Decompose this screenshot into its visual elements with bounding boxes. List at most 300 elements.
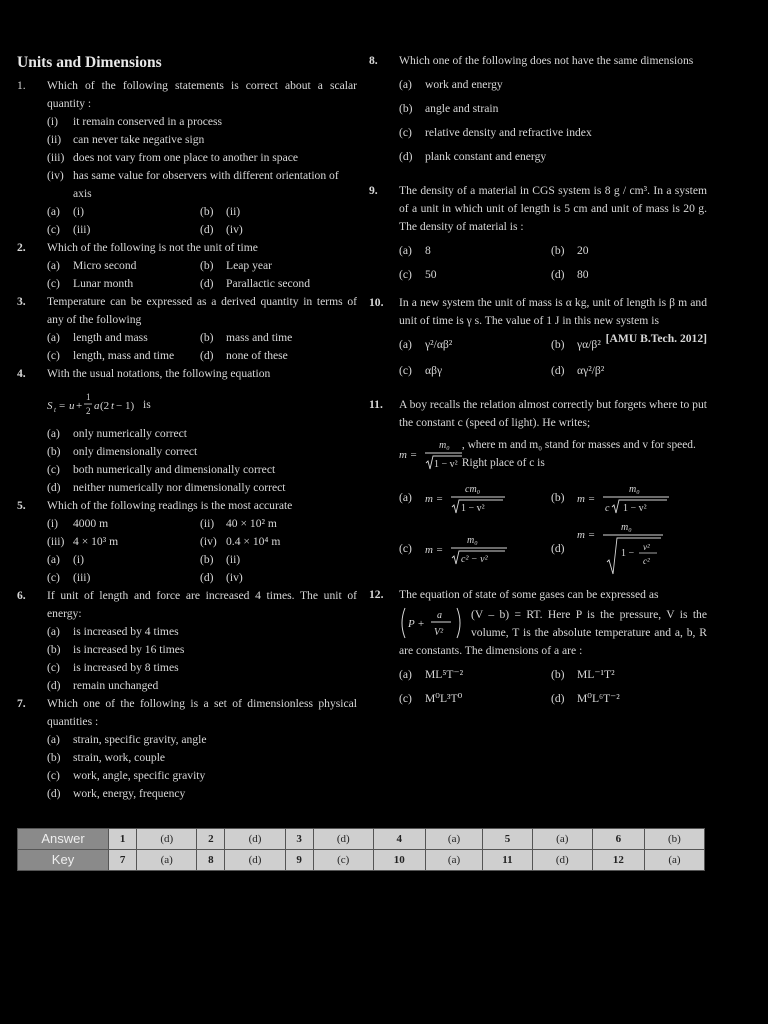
option-cell bbox=[47, 203, 200, 221]
option-label: (c) bbox=[399, 268, 412, 281]
option-cell bbox=[551, 336, 601, 354]
svg-text:m =: m = bbox=[425, 544, 444, 556]
option-text: γ²/αβ² bbox=[425, 338, 453, 351]
option-row bbox=[399, 522, 707, 576]
option-cell bbox=[551, 266, 589, 284]
option-text: work, angle, specific gravity bbox=[73, 769, 206, 782]
question-2 bbox=[17, 239, 357, 293]
option-label: (b) bbox=[47, 751, 61, 764]
question-text: Which of the following is not the unit of time bbox=[47, 241, 258, 254]
answer-key-label: Key bbox=[18, 850, 109, 871]
answer-key-question-number: 1 bbox=[109, 829, 137, 850]
option-text: M⁰L⁶T⁻² bbox=[577, 692, 620, 705]
option-text: plank constant and energy bbox=[425, 150, 547, 163]
svg-text:m₀: m₀ bbox=[439, 440, 450, 451]
option-label: (c) bbox=[47, 223, 60, 236]
option-item bbox=[47, 659, 357, 677]
option-text: none of these bbox=[226, 349, 288, 362]
question-number: 8. bbox=[369, 54, 378, 67]
question-text: The density of a material in CGS system is 8 g / cm³. In a system of a unit in which unit of length is 5 cm and unit of mass is 20 g. The density of material is : bbox=[399, 184, 707, 233]
option-text: 8 bbox=[425, 244, 431, 257]
option-row bbox=[47, 533, 357, 551]
option-label: (b) bbox=[551, 668, 565, 681]
question-6 bbox=[17, 587, 357, 695]
question-number: 12. bbox=[369, 588, 384, 601]
option-item bbox=[47, 731, 357, 749]
question-12 bbox=[369, 586, 707, 708]
option-text: (ii) bbox=[226, 553, 241, 566]
answer-key-label: Answer bbox=[18, 829, 109, 850]
answer-key-row bbox=[18, 850, 705, 871]
equation-line bbox=[47, 389, 357, 421]
option-text: 4000 m bbox=[73, 517, 109, 530]
option-text: it remain conserved in a process bbox=[73, 115, 223, 128]
option-label: (d) bbox=[200, 349, 214, 362]
svg-text:(2: (2 bbox=[100, 400, 110, 412]
option-label: (b) bbox=[200, 205, 214, 218]
option-b-formula bbox=[577, 480, 697, 516]
option-label: (i) bbox=[47, 517, 58, 530]
option-label: (d) bbox=[200, 571, 214, 584]
option-text: (i) bbox=[73, 205, 84, 218]
svg-text:v²: v² bbox=[643, 542, 650, 552]
svg-text:m =: m = bbox=[577, 529, 596, 541]
option-label: (d) bbox=[200, 277, 214, 290]
option-label: (ii) bbox=[200, 517, 215, 530]
option-text: is increased by 4 times bbox=[73, 625, 179, 638]
option-grid bbox=[399, 242, 707, 284]
exam-source-tag: [AMU B.Tech. 2012] bbox=[605, 332, 707, 345]
option-row bbox=[47, 221, 357, 239]
option-label: (ii) bbox=[47, 133, 62, 146]
option-cell bbox=[551, 362, 604, 380]
question-body: In a new system the unit of mass is α kg, unit of length is β m and unit of time is γ s. The value of 1 J in this new system is bbox=[399, 296, 707, 327]
answer-key-question-number: 3 bbox=[285, 829, 313, 850]
option-cell bbox=[47, 533, 200, 551]
answer-key-question-number: 12 bbox=[592, 850, 644, 871]
option-label: (b) bbox=[551, 338, 565, 351]
answer-key-question-number: 2 bbox=[197, 829, 225, 850]
option-row bbox=[47, 275, 357, 293]
option-list bbox=[399, 76, 707, 166]
question-text: Temperature can be expressed as a derived quantity in terms of any of the following bbox=[47, 295, 357, 326]
question-number: 1. bbox=[17, 79, 26, 92]
option-cell bbox=[200, 257, 272, 275]
answer-key-row bbox=[18, 829, 705, 850]
option-cell bbox=[200, 275, 310, 293]
option-label: (c) bbox=[399, 126, 412, 139]
option-cell bbox=[47, 329, 200, 347]
equation-s-t bbox=[47, 389, 139, 421]
option-item bbox=[47, 479, 357, 497]
option-text: is increased by 16 times bbox=[73, 643, 185, 656]
question-number: 9. bbox=[369, 184, 378, 197]
option-row bbox=[47, 551, 357, 569]
svg-text:1 − v²: 1 − v² bbox=[623, 503, 647, 514]
svg-text:V²: V² bbox=[434, 627, 444, 638]
option-text: 0.4 × 10⁴ m bbox=[226, 535, 281, 548]
option-cell bbox=[47, 551, 200, 569]
question-9 bbox=[369, 182, 707, 284]
statement-list bbox=[47, 113, 357, 203]
svg-text:c²: c² bbox=[643, 556, 650, 566]
option-grid bbox=[47, 329, 357, 365]
option-cell bbox=[47, 515, 200, 533]
option-label: (a) bbox=[399, 78, 412, 91]
option-row bbox=[399, 666, 707, 684]
option-label: (iv) bbox=[47, 169, 64, 182]
option-text: (ii) bbox=[226, 205, 241, 218]
question-text: Which of the following statements is correct about a scalar quantity : bbox=[47, 79, 357, 110]
option-text: does not vary from one place to another in space bbox=[73, 151, 299, 164]
svg-text:a: a bbox=[437, 610, 442, 621]
option-cell bbox=[200, 551, 240, 569]
option-row bbox=[399, 266, 707, 284]
option-text: 4 × 10³ m bbox=[73, 535, 119, 548]
option-text: 20 bbox=[577, 244, 589, 257]
option-text: strain, work, couple bbox=[73, 751, 166, 764]
option-text: (iv) bbox=[226, 223, 243, 236]
option-row bbox=[47, 257, 357, 275]
option-text: work and energy bbox=[425, 78, 503, 91]
question-text: With the usual notations, the following equation bbox=[47, 367, 271, 380]
answer-key-answer: (a) bbox=[425, 829, 482, 850]
option-text: γα/β² bbox=[577, 338, 601, 351]
option-label: (c) bbox=[47, 349, 60, 362]
option-text: angle and strain bbox=[425, 102, 499, 115]
option-text: has same value for observers with different orientation of axis bbox=[73, 169, 339, 200]
equation-m-eq-m0-over-sqrt bbox=[399, 436, 462, 472]
question-number: 4. bbox=[17, 367, 26, 380]
option-label: (iii) bbox=[47, 535, 65, 548]
question-number: 7. bbox=[17, 697, 26, 710]
option-item bbox=[399, 76, 707, 94]
answer-key-answer: (a) bbox=[644, 850, 704, 871]
option-cell bbox=[399, 336, 551, 354]
option-label: (a) bbox=[47, 331, 60, 344]
option-item bbox=[47, 443, 357, 461]
option-cell bbox=[399, 266, 551, 284]
option-text: M⁰L³T⁰ bbox=[425, 692, 463, 705]
answer-key-question-number: 7 bbox=[109, 850, 137, 871]
option-label: (c) bbox=[399, 364, 412, 377]
svg-text:1 − v²: 1 − v² bbox=[461, 503, 485, 514]
question-body: (V – b) = RT. Here P is the pressure, V is the volume, T is the absolute temperature and a, b, R are constants. The dimensions of a are : bbox=[399, 608, 707, 657]
option-text: Micro second bbox=[73, 259, 137, 272]
option-text: is increased by 8 times bbox=[73, 661, 179, 674]
option-cell bbox=[47, 221, 200, 239]
option-c-formula bbox=[425, 531, 525, 567]
option-row bbox=[399, 242, 707, 260]
option-text: work, energy, frequency bbox=[73, 787, 186, 800]
svg-text:m =: m = bbox=[425, 493, 444, 505]
option-label: (d) bbox=[551, 268, 565, 281]
option-label: (a) bbox=[47, 259, 60, 272]
svg-text:P +: P + bbox=[408, 618, 425, 630]
option-cell bbox=[200, 569, 243, 587]
option-item bbox=[47, 767, 357, 785]
option-label: (b) bbox=[47, 445, 61, 458]
question-number: 5. bbox=[17, 499, 26, 512]
option-text: length, mass and time bbox=[73, 349, 175, 362]
svg-text:m₀: m₀ bbox=[629, 484, 640, 495]
option-text: only numerically correct bbox=[73, 427, 187, 440]
option-text: strain, specific gravity, angle bbox=[73, 733, 207, 746]
option-label: (b) bbox=[200, 259, 214, 272]
option-text: relative density and refractive index bbox=[425, 126, 592, 139]
question-8 bbox=[369, 52, 707, 166]
question-text: The equation of state of some gases can be expressed as bbox=[399, 588, 659, 601]
left-column bbox=[17, 52, 357, 803]
option-label: (a) bbox=[47, 427, 60, 440]
option-label: (d) bbox=[47, 787, 61, 800]
option-cell bbox=[399, 362, 551, 380]
svg-text:t: t bbox=[111, 400, 115, 412]
option-list bbox=[47, 425, 357, 497]
option-cell bbox=[399, 242, 551, 260]
option-cell bbox=[399, 666, 551, 684]
answer-key-answer: (d) bbox=[137, 829, 197, 850]
option-item bbox=[47, 749, 357, 767]
option-label: (b) bbox=[399, 102, 413, 115]
option-item bbox=[47, 461, 357, 479]
option-text: Lunar month bbox=[73, 277, 134, 290]
question-4 bbox=[17, 365, 357, 497]
question-7 bbox=[17, 695, 357, 803]
option-label: (c) bbox=[47, 277, 60, 290]
answer-key-answer: (d) bbox=[225, 850, 285, 871]
option-text: can never take negative sign bbox=[73, 133, 205, 146]
option-row bbox=[399, 480, 707, 516]
option-cell bbox=[200, 533, 280, 551]
option-row bbox=[399, 690, 707, 708]
option-item bbox=[47, 167, 357, 203]
option-text: 80 bbox=[577, 268, 589, 281]
question-5 bbox=[17, 497, 357, 587]
option-grid bbox=[47, 257, 357, 293]
question-text: A boy recalls the relation almost correctly but forgets where to put the constant c (speed of light). He writes; bbox=[399, 398, 707, 429]
right-column bbox=[369, 52, 707, 708]
option-row bbox=[47, 347, 357, 365]
answer-key-question-number: 5 bbox=[483, 829, 533, 850]
answer-key-question-number: 8 bbox=[197, 850, 225, 871]
svg-text:c: c bbox=[605, 503, 610, 514]
option-cell bbox=[551, 690, 620, 708]
question-number: 10. bbox=[369, 296, 384, 309]
option-label: (b) bbox=[551, 244, 565, 257]
option-label: (d) bbox=[47, 679, 61, 692]
question-text: Which one of the following does not have the same dimensions bbox=[399, 54, 694, 67]
option-label: (iv) bbox=[200, 535, 217, 548]
option-item bbox=[47, 677, 357, 695]
question-11 bbox=[369, 396, 707, 576]
answer-key-question-number: 10 bbox=[373, 850, 425, 871]
option-row bbox=[47, 569, 357, 587]
svg-text:m₀: m₀ bbox=[467, 535, 478, 546]
svg-text:m₀: m₀ bbox=[621, 522, 632, 533]
option-text: αβγ bbox=[425, 364, 443, 377]
page-title: Units and Dimensions bbox=[17, 54, 162, 71]
option-text: (iv) bbox=[226, 571, 243, 584]
svg-text:cm₀: cm₀ bbox=[465, 484, 481, 495]
option-text: αγ²/β² bbox=[577, 364, 605, 377]
answer-key-answer: (a) bbox=[425, 850, 482, 871]
option-item bbox=[47, 623, 357, 641]
option-label: (d) bbox=[551, 364, 565, 377]
option-label: (i) bbox=[47, 115, 58, 128]
svg-text:1 − v²: 1 − v² bbox=[434, 459, 458, 470]
option-label: (b) bbox=[200, 553, 214, 566]
option-item bbox=[47, 641, 357, 659]
option-row bbox=[47, 515, 357, 533]
option-text: 40 × 10² m bbox=[226, 517, 277, 530]
option-text: ML⁻¹T² bbox=[577, 668, 615, 681]
answer-key-question-number: 6 bbox=[592, 829, 644, 850]
answer-key-answer: (d) bbox=[532, 850, 592, 871]
option-label: (c) bbox=[47, 769, 60, 782]
option-label: (d) bbox=[551, 692, 565, 705]
question-text: If unit of length and force are increased 4 times. The unit of energy: bbox=[47, 589, 357, 620]
option-item bbox=[47, 425, 357, 443]
option-cell bbox=[200, 221, 243, 239]
equation-pressure-term bbox=[399, 606, 469, 640]
option-label: (d) bbox=[551, 542, 565, 555]
option-text: only dimensionally correct bbox=[73, 445, 198, 458]
svg-text:+: + bbox=[76, 400, 83, 412]
option-item bbox=[399, 124, 707, 142]
option-label: (d) bbox=[47, 481, 61, 494]
svg-text:1 −: 1 − bbox=[621, 548, 635, 559]
svg-text:2: 2 bbox=[86, 406, 91, 416]
question-number: 3. bbox=[17, 295, 26, 308]
option-d-formula bbox=[577, 522, 687, 576]
option-text: (iii) bbox=[73, 571, 91, 584]
option-label: (iii) bbox=[47, 151, 65, 164]
question-number: 11. bbox=[369, 398, 383, 411]
question-1 bbox=[17, 77, 357, 239]
svg-text:1: 1 bbox=[86, 392, 91, 402]
option-text: mass and time bbox=[226, 331, 293, 344]
option-cell bbox=[47, 347, 200, 365]
svg-text:a: a bbox=[94, 400, 100, 412]
question-continuation: , where m and m₀ stand for masses and v for speed. Right place of c is bbox=[461, 439, 696, 469]
option-item bbox=[399, 100, 707, 118]
answer-key-answer: (a) bbox=[137, 850, 197, 871]
svg-text:=: = bbox=[59, 400, 66, 412]
option-row bbox=[399, 336, 606, 354]
option-grid bbox=[47, 203, 357, 239]
question-number: 6. bbox=[17, 589, 26, 602]
answer-key-answer: (d) bbox=[225, 829, 285, 850]
answer-key-question-number: 9 bbox=[285, 850, 313, 871]
option-a-formula bbox=[425, 480, 525, 516]
answer-key-answer: (c) bbox=[313, 850, 373, 871]
option-cell bbox=[47, 275, 200, 293]
equation-suffix: is bbox=[143, 398, 151, 411]
option-label: (a) bbox=[47, 205, 60, 218]
option-text: ML⁵T⁻² bbox=[425, 668, 464, 681]
question-text: Which of the following readings is the most accurate bbox=[47, 499, 293, 512]
option-grid bbox=[399, 666, 707, 708]
svg-text:c² − v²: c² − v² bbox=[461, 554, 488, 565]
option-label: (b) bbox=[47, 643, 61, 656]
option-text: both numerically and dimensionally correct bbox=[73, 463, 276, 476]
option-label: (a) bbox=[47, 733, 60, 746]
answer-key-answer: (a) bbox=[532, 829, 592, 850]
option-text: Parallactic second bbox=[226, 277, 311, 290]
answer-key-answer: (d) bbox=[313, 829, 373, 850]
option-text: neither numerically nor dimensionally correct bbox=[73, 481, 286, 494]
option-label: (c) bbox=[47, 463, 60, 476]
option-cell bbox=[200, 203, 240, 221]
option-cell bbox=[200, 515, 277, 533]
answer-key-table bbox=[17, 828, 705, 871]
svg-text:t: t bbox=[54, 406, 56, 414]
option-label: (c) bbox=[47, 661, 60, 674]
option-text: Leap year bbox=[226, 259, 273, 272]
option-label: (c) bbox=[47, 571, 60, 584]
option-text: length and mass bbox=[73, 331, 148, 344]
option-label: (a) bbox=[399, 338, 412, 351]
svg-text:m =: m = bbox=[399, 449, 418, 461]
option-cell bbox=[551, 242, 589, 260]
answer-key-question-number: 11 bbox=[483, 850, 533, 871]
option-label: (a) bbox=[47, 625, 60, 638]
option-cell bbox=[399, 690, 551, 708]
option-item bbox=[47, 785, 357, 803]
option-text: (iii) bbox=[73, 223, 91, 236]
option-label: (b) bbox=[200, 331, 214, 344]
option-cell bbox=[200, 329, 292, 347]
answer-key-question-number: 4 bbox=[373, 829, 425, 850]
question-10 bbox=[369, 294, 707, 380]
option-label: (c) bbox=[399, 542, 412, 555]
option-grid bbox=[47, 515, 357, 587]
answer-key-answer: (b) bbox=[644, 829, 704, 850]
option-item bbox=[399, 148, 707, 166]
option-item bbox=[47, 113, 357, 131]
option-label: (d) bbox=[399, 150, 413, 163]
option-list bbox=[47, 623, 357, 695]
option-item bbox=[47, 131, 357, 149]
question-continuation bbox=[399, 606, 707, 660]
option-label: (c) bbox=[399, 692, 412, 705]
option-label: (a) bbox=[399, 668, 412, 681]
option-label: (d) bbox=[200, 223, 214, 236]
option-cell bbox=[47, 569, 200, 587]
question-text: Which one of the following is a set of dimensionless physical quantities : bbox=[47, 697, 357, 728]
option-text: remain unchanged bbox=[73, 679, 159, 692]
option-cell bbox=[47, 257, 200, 275]
question-3 bbox=[17, 293, 357, 365]
option-label: (a) bbox=[399, 491, 412, 504]
option-list bbox=[47, 731, 357, 803]
option-label: (a) bbox=[399, 244, 412, 257]
option-row bbox=[399, 362, 707, 380]
option-row bbox=[47, 203, 357, 221]
option-label: (a) bbox=[47, 553, 60, 566]
svg-text:u: u bbox=[69, 400, 75, 412]
option-text: 50 bbox=[425, 268, 437, 281]
option-cell bbox=[200, 347, 288, 365]
option-label: (b) bbox=[551, 491, 565, 504]
option-text: (i) bbox=[73, 553, 84, 566]
left-questions bbox=[17, 77, 357, 803]
option-item bbox=[47, 149, 357, 167]
svg-text:− 1): − 1) bbox=[116, 400, 135, 412]
svg-text:S: S bbox=[47, 400, 53, 412]
option-row bbox=[47, 329, 357, 347]
